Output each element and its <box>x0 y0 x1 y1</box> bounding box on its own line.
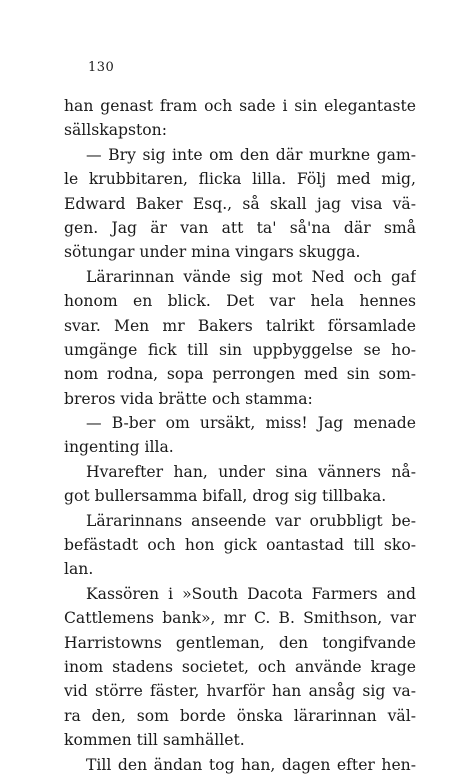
text-line: kommen till samhället. <box>64 731 245 750</box>
text-line: Harristowns gentleman, den tongifvande <box>64 633 416 652</box>
text-line: lan. <box>64 560 94 579</box>
text-line: nom rodna, sopa perrongen med sin som- <box>64 365 416 384</box>
text-line: befästadt och hon gick oantastad till sko- <box>64 536 416 555</box>
page-number: 130 <box>88 60 115 75</box>
text-line: Lärarinnans anseende var orubbligt be- <box>86 511 416 530</box>
text-line: gen. Jag är van att ta' så'na där små <box>64 218 416 237</box>
text-line: svar. Men mr Bakers talrikt församlade <box>64 316 416 335</box>
text-line: Lärarinnan vände sig mot Ned och gaf <box>86 267 416 286</box>
text-line: umgänge fick till sin uppbyggelse se ho- <box>64 340 416 359</box>
text-line: Edward Baker Esq., så skall jag visa vä- <box>64 194 416 213</box>
text-line: — B-ber om ursäkt, miss! Jag menade <box>86 414 416 433</box>
text-line: le krubbitaren, flicka lilla. Följ med mig, <box>64 170 416 189</box>
text-line: honom en blick. Det var hela hennes <box>64 292 416 311</box>
text-line: sötungar under mina vingars skugga. <box>64 243 361 262</box>
text-line: inom stadens societet, och använde krage <box>64 657 416 676</box>
text-line: sällskapston: <box>64 121 167 140</box>
text-line: — Bry sig inte om den där murkne gam- <box>86 145 416 164</box>
text-line: Till den ändan tog han, dagen efter hen- <box>86 755 416 774</box>
text-line: Hvarefter han, under sina vänners nå- <box>86 462 416 481</box>
text-line: han genast fram och sade i sin elegantaste <box>64 97 416 115</box>
text-line: vid större fäster, hvarför han ansåg sig va- <box>64 682 416 701</box>
body-text <box>64 94 416 777</box>
text-line: Cattlemens bank», mr C. B. Smithson, var <box>64 609 416 628</box>
text-line: got bullersamma bifall, drog sig tillbaka. <box>64 487 387 506</box>
text-line: ra den, som borde önska lärarinnan väl- <box>64 706 416 725</box>
text-line: Kassören i »South Dacota Farmers and <box>86 584 416 603</box>
text-line: breros vida brätte och stamma: <box>64 389 313 408</box>
text-line: ingenting illa. <box>64 438 174 457</box>
